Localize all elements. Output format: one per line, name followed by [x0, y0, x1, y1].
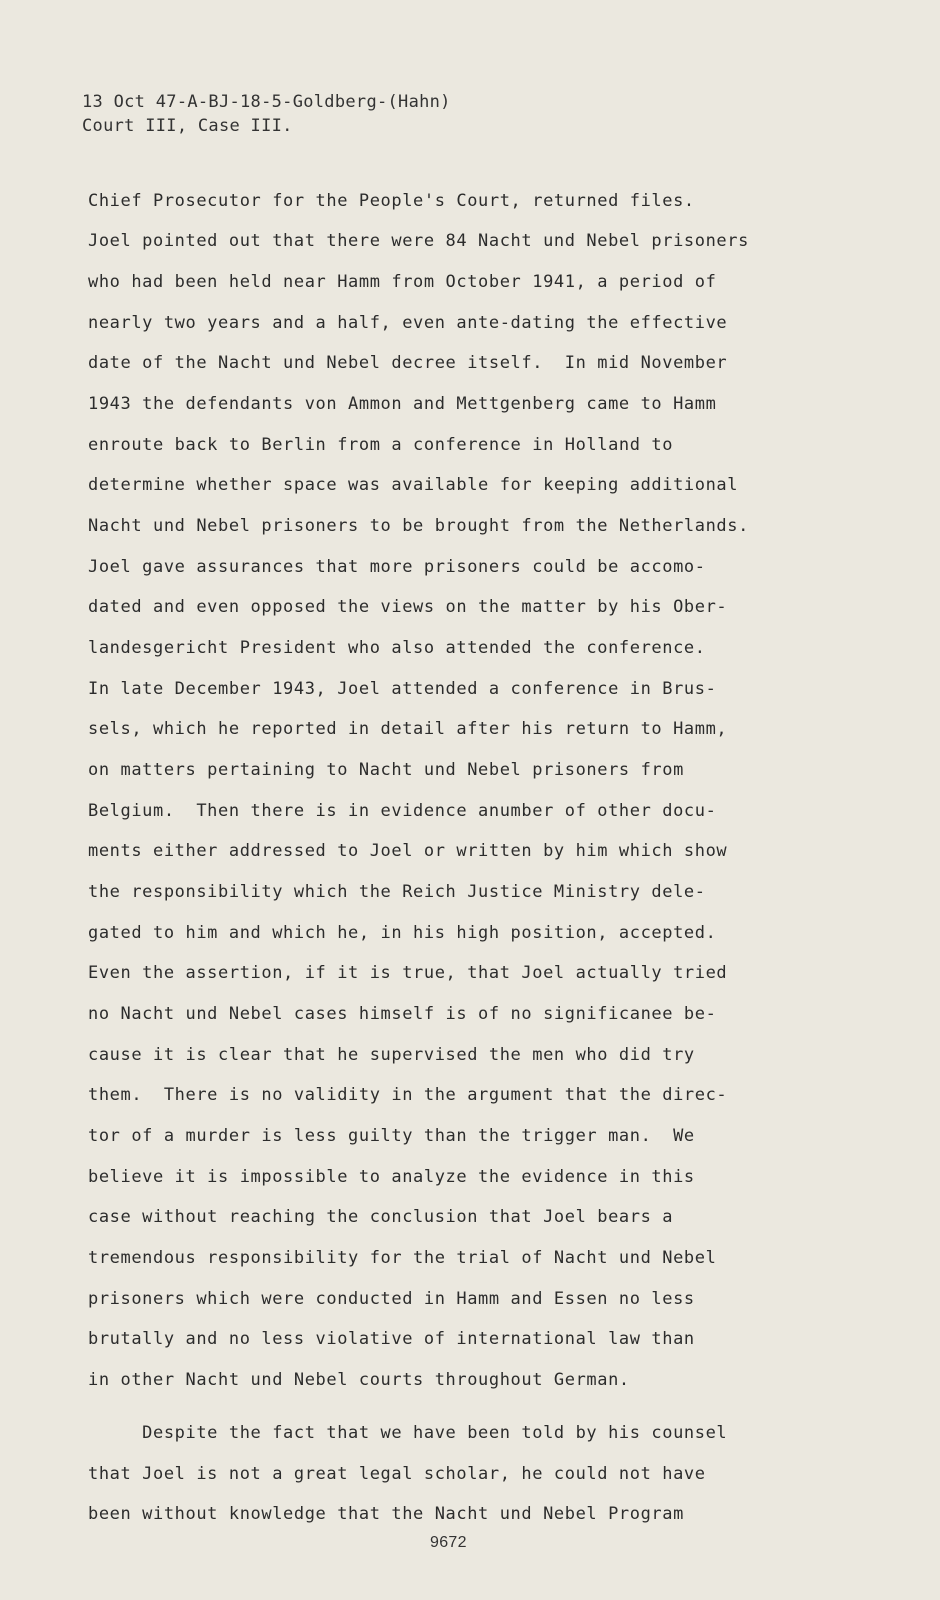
page-number: 9672	[430, 1534, 467, 1551]
body-line: no Nacht und Nebel cases himself is of no significanee be-	[88, 1004, 717, 1024]
body-line: gated to him and which he, in his high position, accepted.	[88, 923, 717, 943]
body-line: prisoners which were conducted in Hamm and Essen no less	[88, 1289, 695, 1309]
body-line: tremendous responsibility for the trial of Nacht und Nebel	[88, 1248, 717, 1268]
header-reference-line: 13 Oct 47-A-BJ-18-5-Goldberg-(Hahn)	[82, 92, 451, 112]
body-line: sels, which he reported in detail after his return to Hamm,	[88, 719, 728, 739]
body-line: Chief Prosecutor for the People's Court, returned files.	[88, 191, 695, 211]
body-line: Belgium. Then there is in evidence anumber of other docu-	[88, 801, 717, 821]
body-line: them. There is no validity in the argument that the direc-	[88, 1085, 728, 1105]
body-line: dated and even opposed the views on the matter by his Ober-	[88, 597, 728, 617]
body-line: tor of a murder is less guilty than the trigger man. We	[88, 1126, 695, 1146]
body-line: that Joel is not a great legal scholar, he could not have	[88, 1464, 706, 1484]
body-line: date of the Nacht und Nebel decree itself. In mid November	[88, 353, 728, 373]
body-line: on matters pertaining to Nacht und Nebel prisoners from	[88, 760, 684, 780]
body-line: Nacht und Nebel prisoners to be brought from the Netherlands.	[88, 516, 749, 536]
body-line: landesgericht President who also attended the conference.	[88, 638, 706, 658]
body-line: nearly two years and a half, even ante-dating the effective	[88, 313, 728, 333]
body-line: Even the assertion, if it is true, that Joel actually tried	[88, 963, 728, 983]
body-line: brutally and no less violative of international law than	[88, 1329, 695, 1349]
body-line: believe it is impossible to analyze the evidence in this	[88, 1167, 695, 1187]
body-line: in other Nacht und Nebel courts throughout German.	[88, 1370, 630, 1390]
body-line: In late December 1943, Joel attended a conference in Brus-	[88, 679, 717, 699]
body-line: Joel gave assurances that more prisoners could be accomo-	[88, 557, 706, 577]
body-line: determine whether space was available for keeping additional	[88, 475, 739, 495]
body-line: case without reaching the conclusion that Joel bears a	[88, 1207, 674, 1227]
body-line: the responsibility which the Reich Justice Ministry dele-	[88, 882, 706, 902]
body-line: ments either addressed to Joel or written by him which show	[88, 841, 728, 861]
body-line: cause it is clear that he supervised the men who did try	[88, 1045, 695, 1065]
header-court-line: Court III, Case III.	[82, 116, 293, 136]
body-line: been without knowledge that the Nacht und Nebel Program	[88, 1504, 684, 1524]
body-line: Joel pointed out that there were 84 Nacht und Nebel prisoners	[88, 231, 749, 251]
body-line: Despite the fact that we have been told by his counsel	[88, 1423, 728, 1443]
body-line: who had been held near Hamm from October 1941, a period of	[88, 272, 717, 292]
body-line: enroute back to Berlin from a conference in Holland to	[88, 435, 674, 455]
body-line: 1943 the defendants von Ammon and Mettgenberg came to Hamm	[88, 394, 717, 414]
